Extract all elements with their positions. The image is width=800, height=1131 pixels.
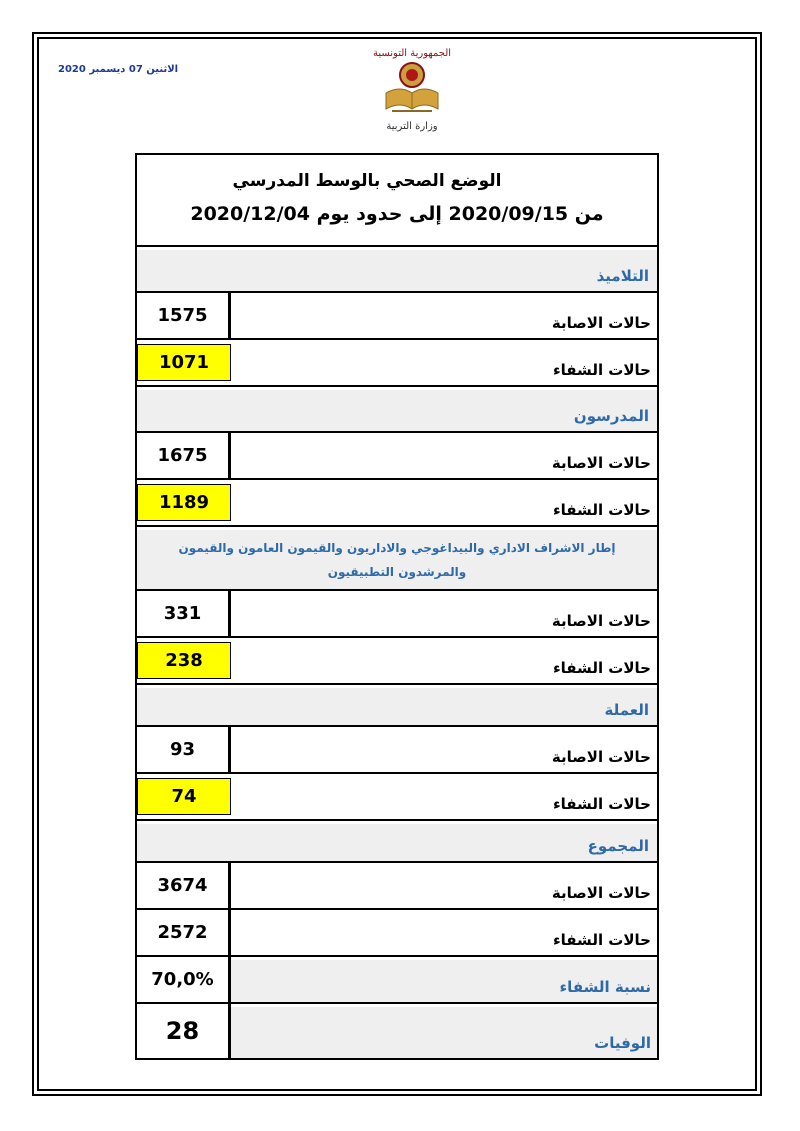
book-crest-icon xyxy=(382,59,442,117)
staff-recovered-value: 238 xyxy=(137,642,231,679)
pupils-cases-value: 1575 xyxy=(137,293,231,338)
section-header-teachers: المدرسون xyxy=(137,387,657,433)
table-row xyxy=(137,638,657,685)
total-recovered-value: 2572 xyxy=(137,910,231,955)
row-label: نسبة الشفاء xyxy=(231,957,657,1002)
ministry-logo xyxy=(368,48,456,144)
table-row xyxy=(137,863,657,910)
row-label: حالات الشفاء xyxy=(231,910,657,955)
table-row xyxy=(137,293,657,340)
row-label: حالات الاصابة xyxy=(231,433,657,478)
teachers-recovered-value: 1189 xyxy=(137,484,231,521)
table-row xyxy=(137,591,657,638)
row-label: حالات الشفاء xyxy=(234,480,657,525)
logo-republic-text: الجمهورية التونسية xyxy=(372,48,452,59)
row-label: حالات الاصابة xyxy=(231,863,657,908)
pupils-recovered-value: 1071 xyxy=(137,344,231,381)
workers-recovered-value: 74 xyxy=(137,778,231,815)
row-label: حالات الشفاء xyxy=(234,774,657,819)
recovery-rate-value: 70,0% xyxy=(137,957,231,1002)
table-row xyxy=(137,774,657,821)
health-status-table xyxy=(135,153,659,1060)
total-cases-value: 3674 xyxy=(137,863,231,908)
section-header-workers: العملة xyxy=(137,685,657,727)
row-label: حالات الاصابة xyxy=(231,727,657,772)
section-header-staff: إطار الاشراف الاداري والبيداغوجي والاداريون والقيمون العامون والقيمون والمرشدون التطبيقيون xyxy=(137,527,657,591)
table-title-block xyxy=(137,155,657,247)
logo-ministry-text: وزارة التربية xyxy=(386,121,438,132)
table-row xyxy=(137,340,657,387)
row-label: حالات الاصابة xyxy=(231,591,657,636)
workers-cases-value: 93 xyxy=(137,727,231,772)
section-header-pupils: التلاميذ xyxy=(137,247,657,293)
table-row xyxy=(137,910,657,957)
deaths-value: 28 xyxy=(137,1004,231,1058)
teachers-cases-value: 1675 xyxy=(137,433,231,478)
table-row xyxy=(137,480,657,527)
row-label: حالات الاصابة xyxy=(231,293,657,338)
row-label: حالات الشفاء xyxy=(234,340,657,385)
table-title: الوضع الصحي بالوسط المدرسي xyxy=(232,171,502,191)
table-row xyxy=(137,727,657,774)
table-row xyxy=(137,1004,657,1058)
table-period: من 2020/09/15 إلى حدود يوم 2020/12/04 xyxy=(190,203,604,225)
report-date: الاثنين 07 ديسمبر 2020 xyxy=(58,64,179,75)
row-label: الوفيات xyxy=(231,1004,657,1058)
staff-cases-value: 331 xyxy=(137,591,231,636)
section-header-total: المجموع xyxy=(137,821,657,863)
row-label: حالات الشفاء xyxy=(234,638,657,683)
table-row xyxy=(137,433,657,480)
table-row xyxy=(137,957,657,1004)
